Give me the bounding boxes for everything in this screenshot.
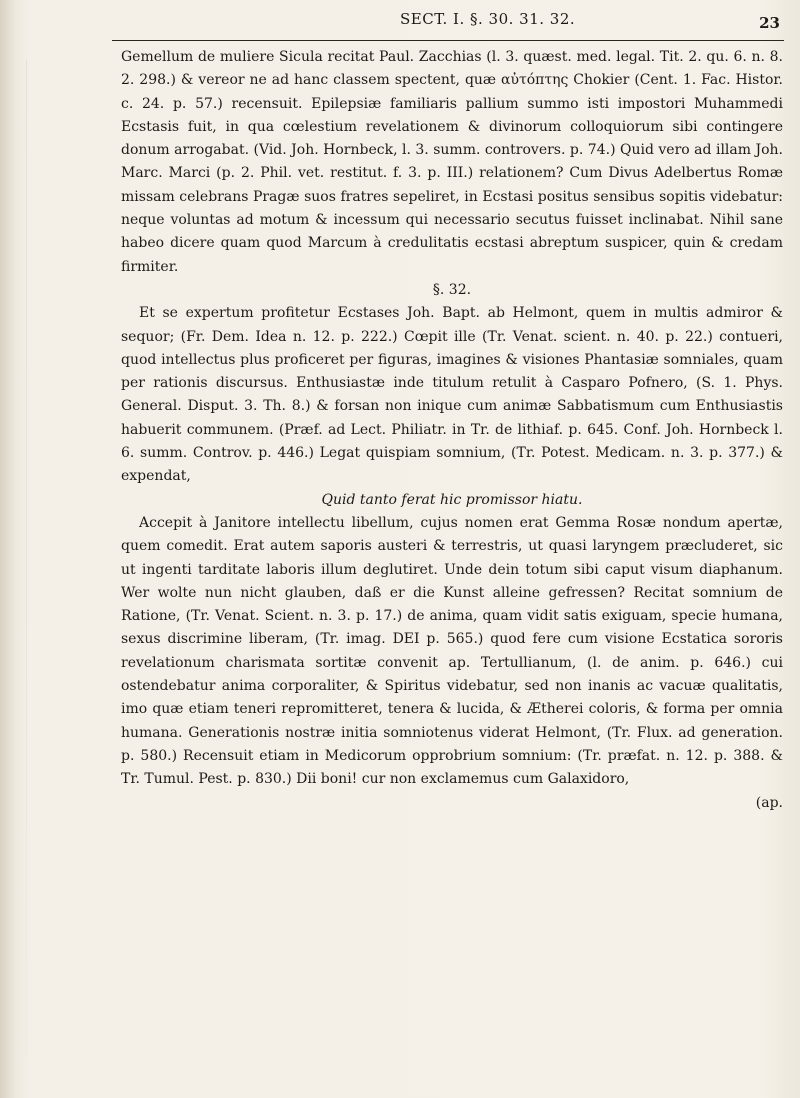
paragraph-3: Accepit à Janitore intellectu libellum, cujus nomen erat Gemma Rosæ nondum apertæ, quem comedit. Erat autem saporis austeri & terrestris, ut quasi laryngem præcluderet, sic ut ingenti tarditate laboris illum deglutiret. Unde dein totum sibi caput visum diaphanum. Wer wolte nun nicht glauben, daß er die Kunst alleine gefressen? Recitat somnium de Ratione, (Tr. Venat. Scient. n. 3. p. 17.) de anima, quam vidit satis exiguam, specie humana, sexus discrimine liberam, (Tr. imag. DEI p. 565.) quod fere cum visione Ecstatica sororis revelationum charismata sortitæ convenit ap. Tertullianum, (l. de anim. p. 646.) cui ostendebatur anima corporaliter, & Spiritus videbatur, sed non inanis ac vacuæ qualitatis, imo quæ etiam teneri repromitteret, tenera & lucida, & Ætherei coloris, & forma per omnia humana. Generationis nostræ initia somniotenus viderat Helmont, (Tr. Flux. ad generation. p. 580.) Recensuit etiam in Medicorum opprobrium somnium: (Tr. præfat. n. 12. p. 388. & Tr. Tumul. Pest. p. 830.) Dii boni! cur non exclamemus cum Galaxidoro, xyxy=(121,514,783,788)
quotation-line: Quid tanto ferat hic promissor hiatu. xyxy=(321,491,583,508)
section-heading: §. 32. xyxy=(432,281,472,298)
header-rule xyxy=(112,40,784,41)
running-head: SECT. I. §. 30. 31. 32. xyxy=(400,10,576,28)
paragraph-2: Et se expertum profitetur Ecstases Joh. Bapt. ab Helmont, quem in multis admiror & sequor; (Fr. Dem. Idea n. 12. p. 222.) Cœpit ille (Tr. Venat. scient. n. 40. p. 22.) contueri, quod intellectus plus proficeret per figuras, imagines & visiones Phantasiæ somniales, quam per rationis discursus. Enthusiastæ inde titulum retulit à Casparo Pofnero, (S. 1. Phys. General. Disput. 3. Th. 8.) & forsan non inique cum animæ Sabbatismum cum Enthusiastis habuerit communem. (Præf. ad Lect. Philiatr. in Tr. de lithiaf. p. 645. Conf. Joh. Hornbeck l. 6. summ. Controv. p. 446.) Legat quispiam somnium, (Tr. Potest. Medicam. n. 3. p. 377.) & expendat, xyxy=(121,305,783,485)
catchword: (ap. xyxy=(755,794,783,811)
page-header xyxy=(110,10,780,34)
margin-crease xyxy=(26,60,27,1060)
page-spine-shadow xyxy=(0,0,14,1098)
page-number: 23 xyxy=(759,14,780,32)
paragraph-1: Gemellum de muliere Sicula recitat Paul. Zacchias (l. 3. quæst. med. legal. Tit. 2. qu. 6. n. 8. 2. 298.) & vereor ne ad hanc classem spectent, quæ αὐτόπτης Chokier (Cent. 1. Fac. Histor. c. 24. p. 57.) recensuit. Epilepsiæ familiaris pallium summo isti impostori Muhammedi Ecstasis fuit, in qua cœlestium revelationem & divinorum colloquiorum sibi contingere donum arrogabat. (Vid. Joh. Hornbeck, l. 3. summ. controvers. p. 74.) Quid vero ad illam Joh. Marc. Marci (p. 2. Phil. vet. restitut. f. 3. p. III.) relationem? Cum Divus Adelbertus Romæ missam celebrans Pragæ suos fratres sepeliret, in Ecstasi positus sensibus sopitis videbatur: neque voluntas ad motum & incessum qui necessario secutus fuisset inclinabat. Nihil sane habeo dicere quam quod Marcum à credulitatis ecstasi abreptum suspicer, quin & credam firmiter. xyxy=(121,49,783,275)
body-text xyxy=(121,46,783,815)
